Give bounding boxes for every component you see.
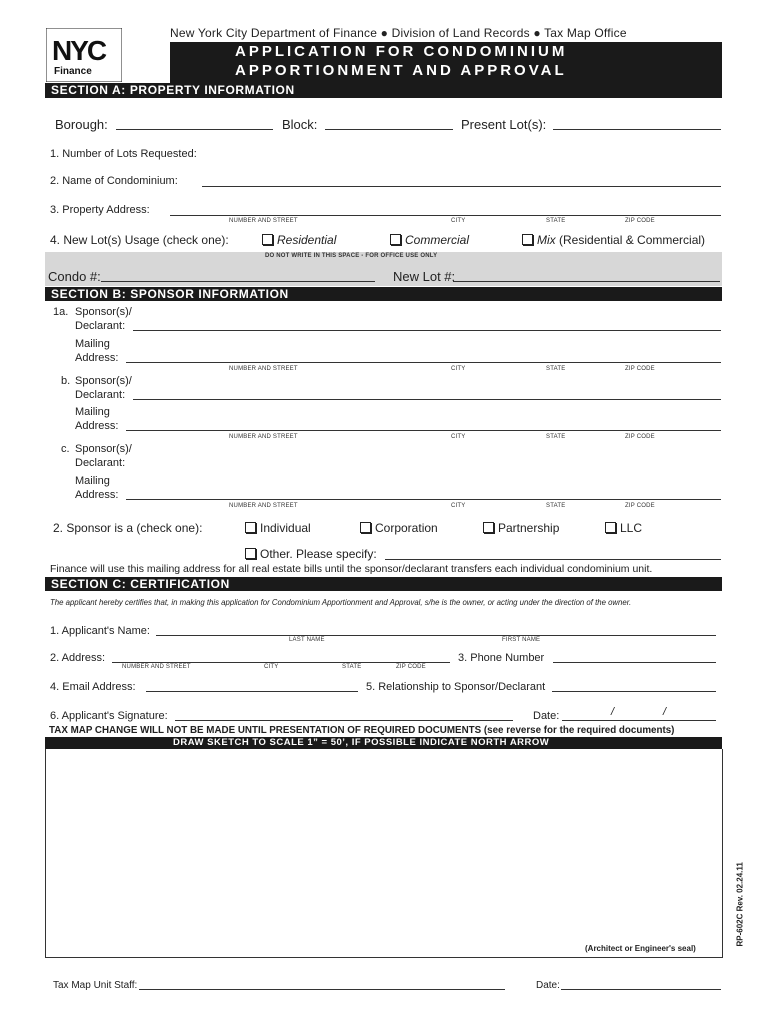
sponsor-c-prefix: c.	[61, 443, 70, 455]
sponsor-b-declarant-field[interactable]	[133, 399, 721, 400]
certification-statement: The applicant hereby certifies that, in making this application for Condominium Apportionment and Approval, s/he is the owner, or acting under the direction of the owner.	[50, 598, 632, 607]
staff-field[interactable]	[139, 989, 505, 990]
email-field[interactable]	[146, 691, 358, 692]
sponsor-c-city-caption: CITY	[451, 503, 466, 509]
sponsor-a-prefix: 1a.	[53, 306, 69, 318]
last-name-caption: LAST NAME	[289, 637, 325, 643]
sketch-instructions: DRAW SKETCH TO SCALE 1” = 50’, IF POSSIBLE INDICATE NORTH ARROW	[173, 737, 550, 748]
type-partnership-option[interactable]	[483, 521, 559, 535]
applicant-city-caption: CITY	[264, 664, 279, 670]
usage-commercial-option[interactable]	[390, 233, 469, 247]
office-use-box	[45, 252, 722, 286]
section-c-header: SECTION C: CERTIFICATION	[45, 577, 722, 591]
llc-label: LLC	[620, 521, 643, 535]
applicant-address-field[interactable]	[112, 662, 450, 663]
applicant-name-label: 1. Applicant's Name:	[50, 625, 150, 637]
section-b-header: SECTION B: SPONSOR INFORMATION	[45, 287, 722, 301]
tax-map-note: TAX MAP CHANGE WILL NOT BE MADE UNTIL PRESENTATION OF REQUIRED DOCUMENTS (see reverse for the required documents)	[49, 725, 675, 736]
sponsor-a-state-caption: STATE	[546, 366, 566, 372]
residential-checkbox[interactable]	[262, 234, 273, 245]
first-name-caption: FIRST NAME	[502, 637, 541, 643]
signature-date-label: Date:	[533, 710, 560, 722]
property-address-field[interactable]	[170, 215, 721, 216]
section-a-header: SECTION A: PROPERTY INFORMATION	[45, 83, 722, 98]
block-label: Block:	[282, 117, 318, 132]
individual-checkbox[interactable]	[245, 522, 256, 533]
borough-label: Borough:	[55, 117, 108, 132]
sponsor-c-address-label: Address:	[75, 489, 119, 501]
sponsor-b-prefix: b.	[61, 375, 71, 387]
signature-label: 6. Applicant's Signature:	[50, 710, 168, 722]
agency-line: New York City Department of Finance ● Division of Land Records ● Tax Map Office	[170, 26, 627, 40]
sponsor-c-state-caption: STATE	[546, 503, 566, 509]
mix-checkbox[interactable]	[522, 234, 533, 245]
other-label: Other. Please specify:	[260, 547, 377, 561]
mix-description: (Residential & Commercial)	[559, 233, 706, 247]
llc-checkbox[interactable]	[605, 522, 616, 533]
sponsor-b-street-caption: NUMBER AND STREET	[229, 434, 298, 440]
addr-zip-caption: ZIP CODE	[625, 218, 655, 224]
sponsor-b-city-caption: CITY	[451, 434, 466, 440]
sponsor-a-label: Sponsor(s)/	[75, 306, 132, 318]
date-slash-1: /	[611, 706, 615, 718]
residential-label: Residential	[277, 233, 337, 247]
addr-city-caption: CITY	[451, 218, 466, 224]
sponsor-a-city-caption: CITY	[451, 366, 466, 372]
phone-label: 3. Phone Number	[458, 652, 545, 664]
phone-field[interactable]	[553, 662, 716, 663]
nyc-finance-logo	[46, 28, 122, 82]
sponsor-a-zip-caption: ZIP CODE	[625, 366, 655, 372]
sketch-banner	[45, 737, 722, 749]
condo-name-field[interactable]	[202, 186, 721, 187]
other-specify-field[interactable]	[385, 559, 721, 560]
footer-date-field[interactable]	[561, 989, 721, 990]
block-field[interactable]	[325, 129, 453, 130]
sponsor-a-declarant-field[interactable]	[133, 330, 721, 331]
applicant-street-caption: NUMBER AND STREET	[122, 664, 191, 670]
property-address-label: 3. Property Address:	[50, 204, 150, 216]
applicant-zip-caption: ZIP CODE	[396, 664, 426, 670]
sponsor-a-declarant-label: Declarant:	[75, 320, 126, 332]
email-label: 4. Email Address:	[50, 681, 136, 693]
present-lots-label: Present Lot(s):	[461, 117, 547, 132]
type-corporation-option[interactable]	[360, 521, 438, 535]
usage-mix-option[interactable]	[522, 233, 705, 247]
applicant-name-field[interactable]	[156, 635, 716, 636]
sponsor-c-mailing-label: Mailing	[75, 475, 110, 487]
title-line-1: APPLICATION FOR CONDOMINIUM	[235, 43, 568, 60]
date-slash-2: /	[663, 706, 667, 718]
sponsor-a-mailing-label: Mailing	[75, 338, 110, 350]
lot-usage-label: 4. New Lot(s) Usage (check one):	[50, 233, 229, 247]
type-llc-option[interactable]	[605, 521, 642, 535]
lots-requested-label: 1. Number of Lots Requested:	[50, 148, 197, 160]
sponsor-c-label: Sponsor(s)/	[75, 443, 132, 455]
logo-subtext: Finance	[54, 66, 92, 77]
applicant-state-caption: STATE	[342, 664, 362, 670]
sponsor-b-address-label: Address:	[75, 420, 119, 432]
sponsor-a-address-field[interactable]	[126, 362, 721, 363]
addr-state-caption: STATE	[546, 218, 566, 224]
type-other-option[interactable]	[245, 547, 377, 561]
sponsor-b-label: Sponsor(s)/	[75, 375, 132, 387]
commercial-checkbox[interactable]	[390, 234, 401, 245]
condo-no-field	[101, 281, 375, 282]
sponsor-a-street-caption: NUMBER AND STREET	[229, 366, 298, 372]
footer-date-label: Date:	[536, 980, 560, 991]
other-checkbox[interactable]	[245, 548, 256, 559]
sponsor-type-label: 2. Sponsor is a (check one):	[53, 521, 203, 535]
condo-no-label: Condo #:	[48, 269, 101, 284]
staff-label: Tax Map Unit Staff:	[53, 980, 138, 991]
individual-label: Individual	[260, 521, 311, 535]
corporation-label: Corporation	[375, 521, 438, 535]
title-line-2: APPORTIONMENT AND APPROVAL	[235, 62, 567, 79]
applicant-address-label: 2. Address:	[50, 652, 106, 664]
seal-caption: (Architect or Engineer's seal)	[585, 944, 696, 953]
relationship-label: 5. Relationship to Sponsor/Declarant	[366, 681, 546, 693]
sponsor-b-mailing-label: Mailing	[75, 406, 110, 418]
mix-label: Mix	[537, 233, 556, 247]
sponsor-c-declarant-label: Declarant:	[75, 457, 126, 469]
borough-field[interactable]	[116, 129, 273, 130]
signature-field[interactable]	[175, 720, 513, 721]
usage-residential-option[interactable]	[262, 233, 336, 247]
partnership-label: Partnership	[498, 521, 560, 535]
sponsor-c-zip-caption: ZIP CODE	[625, 503, 655, 509]
sponsor-a-address-label: Address:	[75, 352, 119, 364]
commercial-label: Commercial	[405, 233, 470, 247]
sponsor-c-address-field[interactable]	[126, 499, 721, 500]
sponsor-c-street-caption: NUMBER AND STREET	[229, 503, 298, 509]
sponsor-b-address-field[interactable]	[126, 430, 721, 431]
form-id: RP-602C Rev. 02.24.11	[735, 862, 745, 947]
sketch-area[interactable]	[45, 749, 723, 958]
sponsor-b-zip-caption: ZIP CODE	[625, 434, 655, 440]
present-lots-field[interactable]	[553, 129, 721, 130]
condo-name-label: 2. Name of Condominium:	[50, 175, 178, 187]
signature-date-field[interactable]	[562, 720, 716, 721]
logo-text: NYC	[52, 35, 106, 66]
sponsor-b-declarant-label: Declarant:	[75, 389, 126, 401]
title-banner	[170, 42, 722, 83]
mailing-note: Finance will use this mailing address for all real estate bills until the sponsor/declarant transfers each individual condominium unit.	[50, 563, 653, 575]
office-use-caption: DO NOT WRITE IN THIS SPACE - FOR OFFICE USE ONLY	[265, 253, 438, 259]
type-individual-option[interactable]	[245, 521, 311, 535]
sponsor-b-state-caption: STATE	[546, 434, 566, 440]
relationship-field[interactable]	[552, 691, 716, 692]
corporation-checkbox[interactable]	[360, 522, 371, 533]
new-lot-no-field	[453, 281, 720, 282]
partnership-checkbox[interactable]	[483, 522, 494, 533]
addr-number-street-caption: NUMBER AND STREET	[229, 218, 298, 224]
new-lot-no-label: New Lot #:	[393, 269, 456, 284]
